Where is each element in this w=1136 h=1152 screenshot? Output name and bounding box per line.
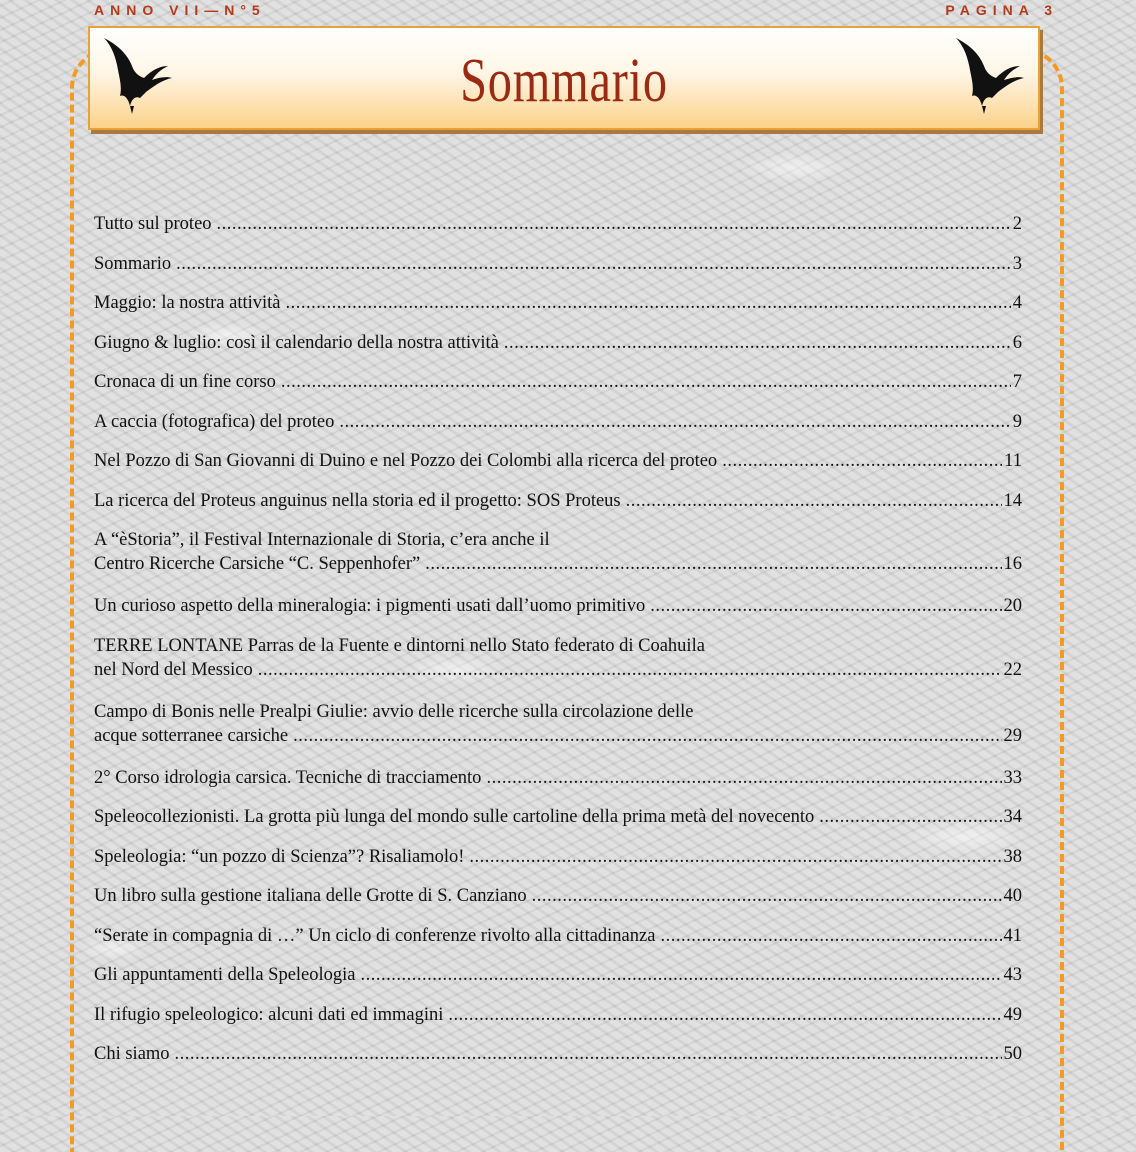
toc-entry-page: 38: [1003, 846, 1022, 867]
toc-entry[interactable]: [94, 212, 1022, 236]
dot-leader: [339, 410, 1010, 434]
toc-entry-page: 22: [1003, 659, 1022, 680]
toc-entry[interactable]: [94, 410, 1022, 434]
dot-leader: [176, 252, 1011, 276]
toc-entry[interactable]: [94, 594, 1022, 618]
dot-leader: [425, 552, 1001, 576]
toc-entry[interactable]: [94, 634, 1022, 682]
page-header: PAGINA 3: [945, 2, 1058, 18]
toc-entry-title: A caccia (fotografica) del proteo: [94, 411, 335, 432]
toc-entry-title-line1: A “èStoria”, il Festival Internazionale di Storia, c’era anche il: [94, 530, 550, 550]
issue-header: ANNO VII—N°5: [94, 2, 266, 18]
toc-entry-page: 43: [1003, 965, 1022, 985]
toc-entry-page: 4: [1012, 293, 1022, 313]
toc-entry[interactable]: [94, 766, 1022, 790]
title-banner: [88, 26, 1040, 130]
toc-entry-title: Tutto sul proteo: [94, 214, 212, 234]
toc-entry-page: 50: [1003, 1044, 1022, 1064]
toc-entry-page: 16: [1003, 554, 1022, 574]
toc-entry-title-line1: TERRE LONTANE Parras de la Fuente e dintorni nello Stato federato di Coahuila: [94, 635, 705, 656]
dot-leader: [293, 724, 1001, 748]
toc-entry-page: 7: [1012, 372, 1022, 392]
toc-entry[interactable]: [94, 489, 1022, 513]
dot-leader: [650, 594, 1001, 618]
toc-entry[interactable]: [94, 291, 1022, 315]
toc-entry[interactable]: [94, 805, 1022, 829]
toc-entry[interactable]: [94, 700, 1022, 748]
toc-entry-title: Un curioso aspetto della mineralogia: i pigmenti usati dall’uomo primitivo: [94, 596, 646, 616]
toc-entry-page: 2: [1012, 214, 1022, 234]
dot-leader: [532, 884, 1002, 908]
toc-entry-title-line1: Campo di Bonis nelle Prealpi Giulie: avvio delle ricerche sulla circolazione delle: [94, 701, 694, 722]
toc-entry-page: 14: [1003, 490, 1022, 511]
toc-entry[interactable]: [94, 884, 1022, 908]
toc-entry-title: nel Nord del Messico: [94, 659, 253, 680]
toc-entry[interactable]: [94, 924, 1022, 948]
bat-icon: [98, 36, 180, 116]
toc-entry[interactable]: [94, 528, 1022, 576]
toc-entry[interactable]: [94, 252, 1022, 276]
dot-leader: [722, 449, 1002, 473]
toc-entry-title: Il rifugio speleologico: alcuni dati ed immagini: [94, 1004, 444, 1025]
toc-entry[interactable]: [94, 449, 1022, 473]
toc-entry-page: 49: [1003, 1004, 1022, 1025]
toc-entry-page: 11: [1004, 451, 1022, 471]
toc-entry-title: Gli appuntamenti della Speleologia: [94, 965, 356, 985]
table-of-contents: [94, 212, 1022, 1082]
toc-entry-title: Sommario: [94, 253, 172, 274]
toc-entry-title: “Serate in compagnia di …” Un ciclo di conferenze rivolto alla cittadinanza: [94, 925, 656, 946]
dot-leader: [361, 963, 1002, 987]
toc-entry-title: Chi siamo: [94, 1044, 170, 1064]
toc-entry-title: Cronaca di un fine corso: [94, 372, 276, 392]
toc-entry-title: Un libro sulla gestione italiana delle Grotte di S. Canziano: [94, 886, 527, 906]
toc-entry[interactable]: [94, 370, 1022, 394]
toc-entry-title: acque sotterranee carsiche: [94, 725, 289, 746]
toc-entry-page: 6: [1012, 332, 1022, 353]
toc-entry-title: Speleologia: “un pozzo di Scienza”? Risaliamolo!: [94, 846, 465, 867]
dot-leader: [486, 766, 1001, 790]
toc-entry-title: Nel Pozzo di San Giovanni di Duino e nel Pozzo dei Colombi alla ricerca del proteo: [94, 451, 718, 471]
dot-leader: [660, 924, 1001, 948]
toc-entry-title: La ricerca del Proteus anguinus nella storia ed il progetto: SOS Proteus: [94, 490, 621, 511]
dot-leader: [448, 1003, 1001, 1027]
dot-leader: [819, 805, 1001, 829]
toc-entry-page: 20: [1003, 596, 1022, 616]
dot-leader: [626, 489, 1002, 513]
toc-entry-title: 2° Corso idrologia carsica. Tecniche di tracciamento: [94, 767, 482, 788]
toc-entry-title: Giugno & luglio: così il calendario della nostra attività: [94, 332, 499, 353]
toc-entry[interactable]: [94, 1003, 1022, 1027]
toc-entry-page: 41: [1003, 925, 1022, 946]
toc-entry-page: 9: [1012, 411, 1022, 432]
toc-entry[interactable]: [94, 331, 1022, 355]
toc-entry[interactable]: [94, 1042, 1022, 1066]
toc-entry-page: 33: [1003, 767, 1022, 788]
dot-leader: [469, 845, 1001, 869]
toc-entry-page: 29: [1003, 725, 1022, 746]
toc-entry[interactable]: [94, 845, 1022, 869]
toc-entry-title: Speleocollezionisti. La grotta più lunga del mondo sulle cartoline della prima metà del novecento: [94, 807, 815, 827]
dot-leader: [281, 370, 1011, 394]
toc-entry-page: 34: [1003, 807, 1022, 827]
dot-leader: [504, 331, 1011, 355]
dot-leader: [217, 212, 1011, 236]
dot-leader: [175, 1042, 1002, 1066]
toc-entry-title: Centro Ricerche Carsiche “C. Seppenhofer”: [94, 554, 421, 574]
toc-entry-page: 40: [1003, 886, 1022, 906]
toc-entry[interactable]: [94, 963, 1022, 987]
dot-leader: [258, 658, 1002, 682]
bat-icon: [950, 36, 1032, 116]
page-title: Sommario: [460, 47, 668, 115]
toc-entry-title: Maggio: la nostra attività: [94, 293, 281, 313]
dot-leader: [286, 291, 1011, 315]
toc-entry-page: 3: [1012, 253, 1022, 274]
